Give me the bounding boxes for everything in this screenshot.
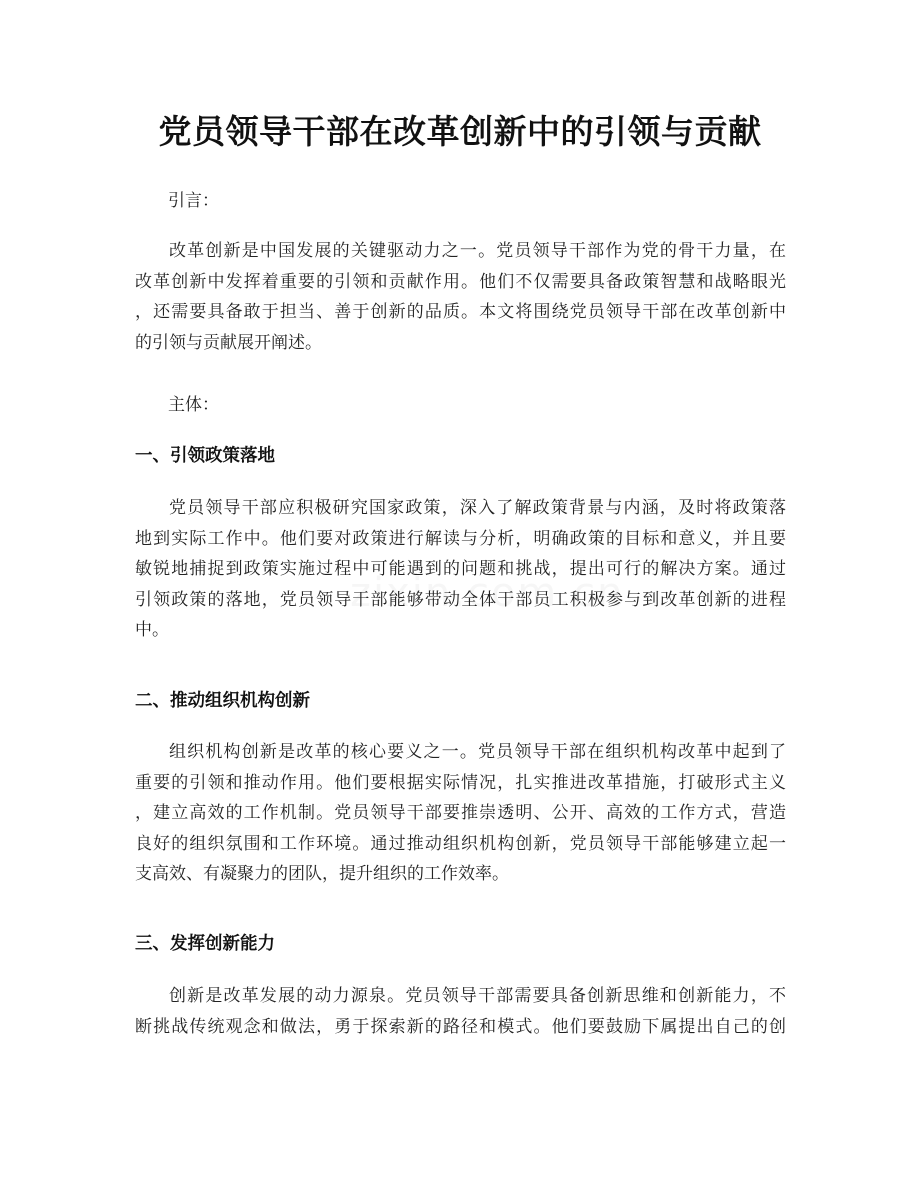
paragraph-line: 地到实际工作中。他们要对政策进行解读与分析，明确政策的目标和意义，并且要 (135, 528, 786, 549)
section-3-paragraph (135, 981, 786, 1042)
section-2-paragraph (135, 737, 786, 890)
intro-label: 引言： (168, 191, 219, 211)
document-title: 党员领导干部在改革创新中的引领与贡献 (158, 112, 762, 151)
intro-paragraph (135, 236, 786, 358)
paragraph-line: ，建立高效的工作机制。党员领导干部要推崇透明、公开、高效的工作方式，营造 (135, 803, 786, 823)
section-heading-3: 三、发挥创新能力 (135, 934, 275, 954)
paragraph-line: 敏锐地捕捉到政策实施过程中可能遇到的问题和挑战，提出可行的解决方案。通过 (135, 559, 786, 579)
paragraph-line: 党员领导干部应积极研究国家政策，深入了解政策背景与内涵，及时将政策落 (169, 498, 786, 518)
section-1-paragraph (135, 493, 786, 646)
section-heading-1: 一、引领政策落地 (135, 446, 275, 466)
paragraph-line: 中。 (135, 620, 169, 640)
section-heading-2: 二、推动组织机构创新 (135, 691, 310, 711)
body-label: 主体： (168, 395, 219, 415)
paragraph-line: 引领政策的落地，党员领导干部能够带动全体干部员工积极参与到改革创新的进程 (135, 589, 786, 610)
paragraph-line: 创新是改革发展的动力源泉。党员领导干部需要具备创新思维和创新能力，不 (169, 986, 786, 1006)
paragraph-line: 组织机构创新是改革的核心要义之一。党员领导干部在组织机构改革中起到了 (169, 742, 786, 762)
paragraph-line: 重要的引领和推动作用。他们要根据实际情况，扎实推进改革措施，打破形式主义 (135, 772, 786, 793)
paragraph-line: 改革创新是中国发展的关键驱动力之一。党员领导干部作为党的骨干力量，在 (169, 241, 786, 261)
paragraph-line: 断挑战传统观念和做法，勇于探索新的路径和模式。他们要鼓励下属提出自己的创 (135, 1016, 786, 1037)
paragraph-line: 的引领与贡献展开阐述。 (135, 332, 322, 353)
paragraph-line: 支高效、有凝聚力的团队，提升组织的工作效率。 (135, 864, 509, 884)
paragraph-line: 良好的组织氛围和工作环境。通过推动组织机构创新，党员领导干部能够建立起一 (135, 833, 786, 854)
paragraph-line: ，还需要具备敢于担当、善于创新的品质。本文将围绕党员领导干部在改革创新中 (135, 302, 786, 322)
paragraph-line: 改革创新中发挥着重要的引领和贡献作用。他们不仅需要具备政策智慧和战略眼光 (135, 271, 786, 292)
